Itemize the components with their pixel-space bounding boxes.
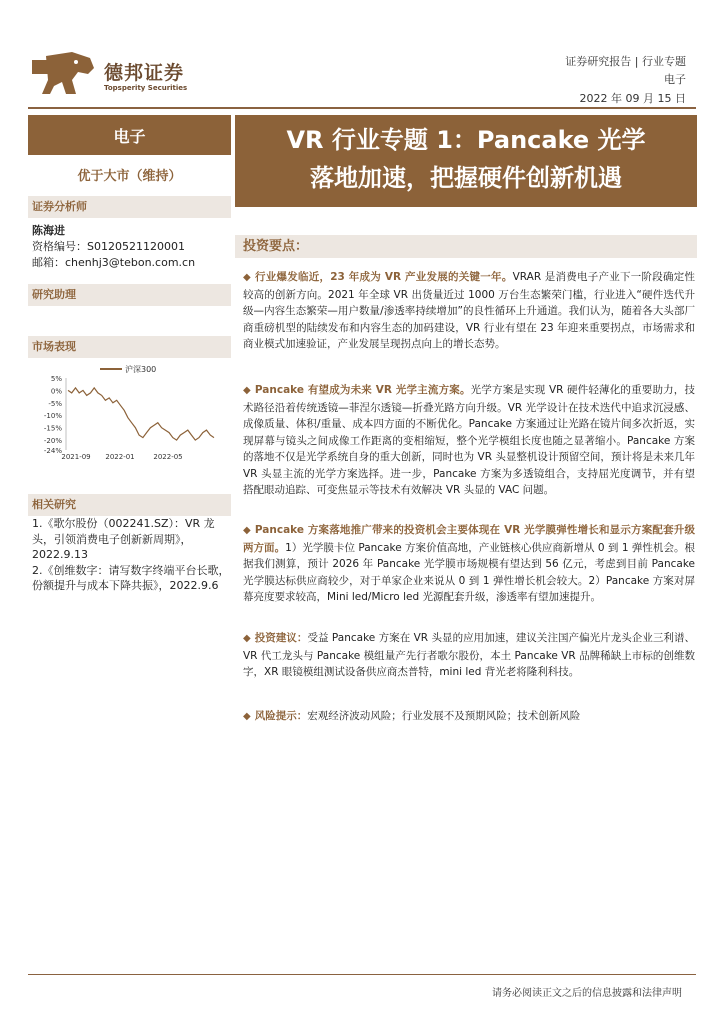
point-item [243,522,695,606]
point-body: 光学方案是实现 VR 硬件轻薄化的重要助力，技术路径沿着传统透镜—菲涅尔透镜—折叠光路方向升级。VR 光学设计在技术迭代中追求沉浸感、成像质量、体积/重量、成本四方面的不断优化。Pancake 方案通过让光路在镜片间多次折返，实现屏幕与镜头之间成像工作距离的变相缩短，整个光学模组长度也随之显著缩小。Pancake 方案的落地不仅是光学系统自身的重大创新，同时也为 VR 头显整机设计预留空间，预计将是未来几年 VR 头显主流的光学方案选择。进一步，Pancake 方案为多透镜组合，支持屈光度调节，并有望搭配眼动追踪、可变焦显示等技术有效解决 VR 头显的 VAC 问题。 [243,384,695,496]
bullet-icon: ◆ [243,385,251,396]
sector-label: 电子 [28,115,231,155]
y-tick-label: -20% [43,437,62,446]
title-line-2: 落地加速，把握硬件创新机遇 [310,164,622,192]
y-tick-label: -15% [43,424,62,433]
related-research-list [32,516,232,594]
point-body: VRAR 是消费电子产业下一阶段确定性较高的创新方向。2021 年全球 VR 出货量近过 1000 万台生态繁荣门槛，行业进入“硬件迭代升级—内容生态繁荣—用户数量/渗透率持续增加”的良性循环上升通道。我们认为，随着各大头部厂商重磅机型的陆续发布和内容生态的加码建设，VR 行业有望在 23 年迎来重要拐点，市场需求和商业模式加速验证，产业发展呈现拐点向上的增长态势。 [243,271,695,350]
analyst-heading: 证券分析师 [28,196,231,218]
x-tick-label: 2021-09 [61,453,91,461]
assistant-heading: 研究助理 [28,284,231,306]
brand-name-en: Topsperity Securities [104,84,188,92]
y-tick-label: 5% [50,375,62,383]
point-item [243,708,695,726]
analyst-email: 邮箱：chenhj3@tebon.com.cn [32,256,196,269]
point-lead: 投资建议： [254,632,308,644]
point-body: 宏观经济波动风险；行业发展不及预期风险；技术创新风险 [307,710,581,722]
market-heading: 市场表现 [28,336,231,358]
point-lead: 行业爆发临近，23 年成为 VR 产业发展的关键一年。 [254,271,513,283]
point-body: 受益 Pancake 方案在 VR 头显的应用加速，建议关注国产偏光片龙头企业三利谱、VR 代工龙头与 Pancake 模组量产先行者歌尔股份，本土 Pancake VR 品牌稀缺上市标的创维数字，XR 眼镜模组测试设备供应商杰普特，mini led 背光老将隆利科技。 [243,632,695,678]
investment-highlights-heading: 投资要点： [235,235,697,258]
related-item[interactable]: 1.《歌尔股份（002241.SZ）：VR 龙头，引领消费电子创新新周期》，2022.9.13 [32,517,215,561]
related-item[interactable]: 2.《创维数字：请写数字终端平台长歌，份额提升与成本下降共振》，2022.9.6 [32,563,230,592]
report-industry: 电子 [664,73,686,86]
point-lead: Pancake 有望成为未来 VR 光学主流方案。 [254,384,471,396]
footer-divider [28,974,696,975]
rating: 优于大市（维持） [77,169,182,184]
related-heading: 相关研究 [28,494,231,516]
bullet-icon: ◆ [243,633,251,644]
report-title [235,115,697,207]
disclaimer: 请务必阅读正文之后的信息披露和法律声明 [492,988,682,999]
analyst-cert: 资格编号：S0120521120001 [32,240,185,253]
market-chart [28,358,231,463]
y-tick-label: -10% [43,412,62,421]
legend-label: 沪深300 [125,365,157,374]
y-tick-label: -5% [48,399,62,408]
x-tick-label: 2022-05 [153,453,183,461]
point-item [243,630,695,681]
bullet-icon: ◆ [243,711,251,722]
point-item [243,382,695,499]
series-line [68,388,214,440]
title-line-1: VR 行业专题 1：Pancake 光学 [286,126,646,154]
y-tick-label: -24% [43,447,62,455]
x-tick-label: 2022-01 [105,453,135,461]
report-date: 2022 年 09 月 15 日 [579,92,686,105]
header-divider [28,107,696,109]
analyst-name: 陈海进 [32,224,65,237]
point-lead: Pancake 方案落地推广带来的投资机会主要体现在 VR 光学膜弹性增长和显示方案配套升级两方面。 [243,524,695,554]
y-tick-label: 0% [50,387,62,396]
point-lead: 风险提示： [254,710,308,722]
report-type: 证券研究报告 | 行业专题 [565,55,686,68]
brand-name-cn: 德邦证券 [104,62,185,84]
bullet-icon: ◆ [243,525,251,536]
point-body: 1）光学膜卡位 Pancake 方案价值高地，产业链核心供应商新增从 0 到 1 弹性机会。根据我们测算，预计 2026 年 Pancake 光学膜市场规模有望达到 56 亿元，考虑到目前 Pancake 光学膜达标供应商较少，对于单家企业来说从 0 到 1 弹性增长机会较大。2）Pancake 方案对屏幕亮度要求较高，Mini led/Micro led 光源配套升级，渗透率有望加速提升。 [243,541,695,603]
point-item [243,269,695,353]
company-logo [32,50,96,96]
chart-legend [100,364,156,374]
bullet-icon: ◆ [243,272,251,283]
